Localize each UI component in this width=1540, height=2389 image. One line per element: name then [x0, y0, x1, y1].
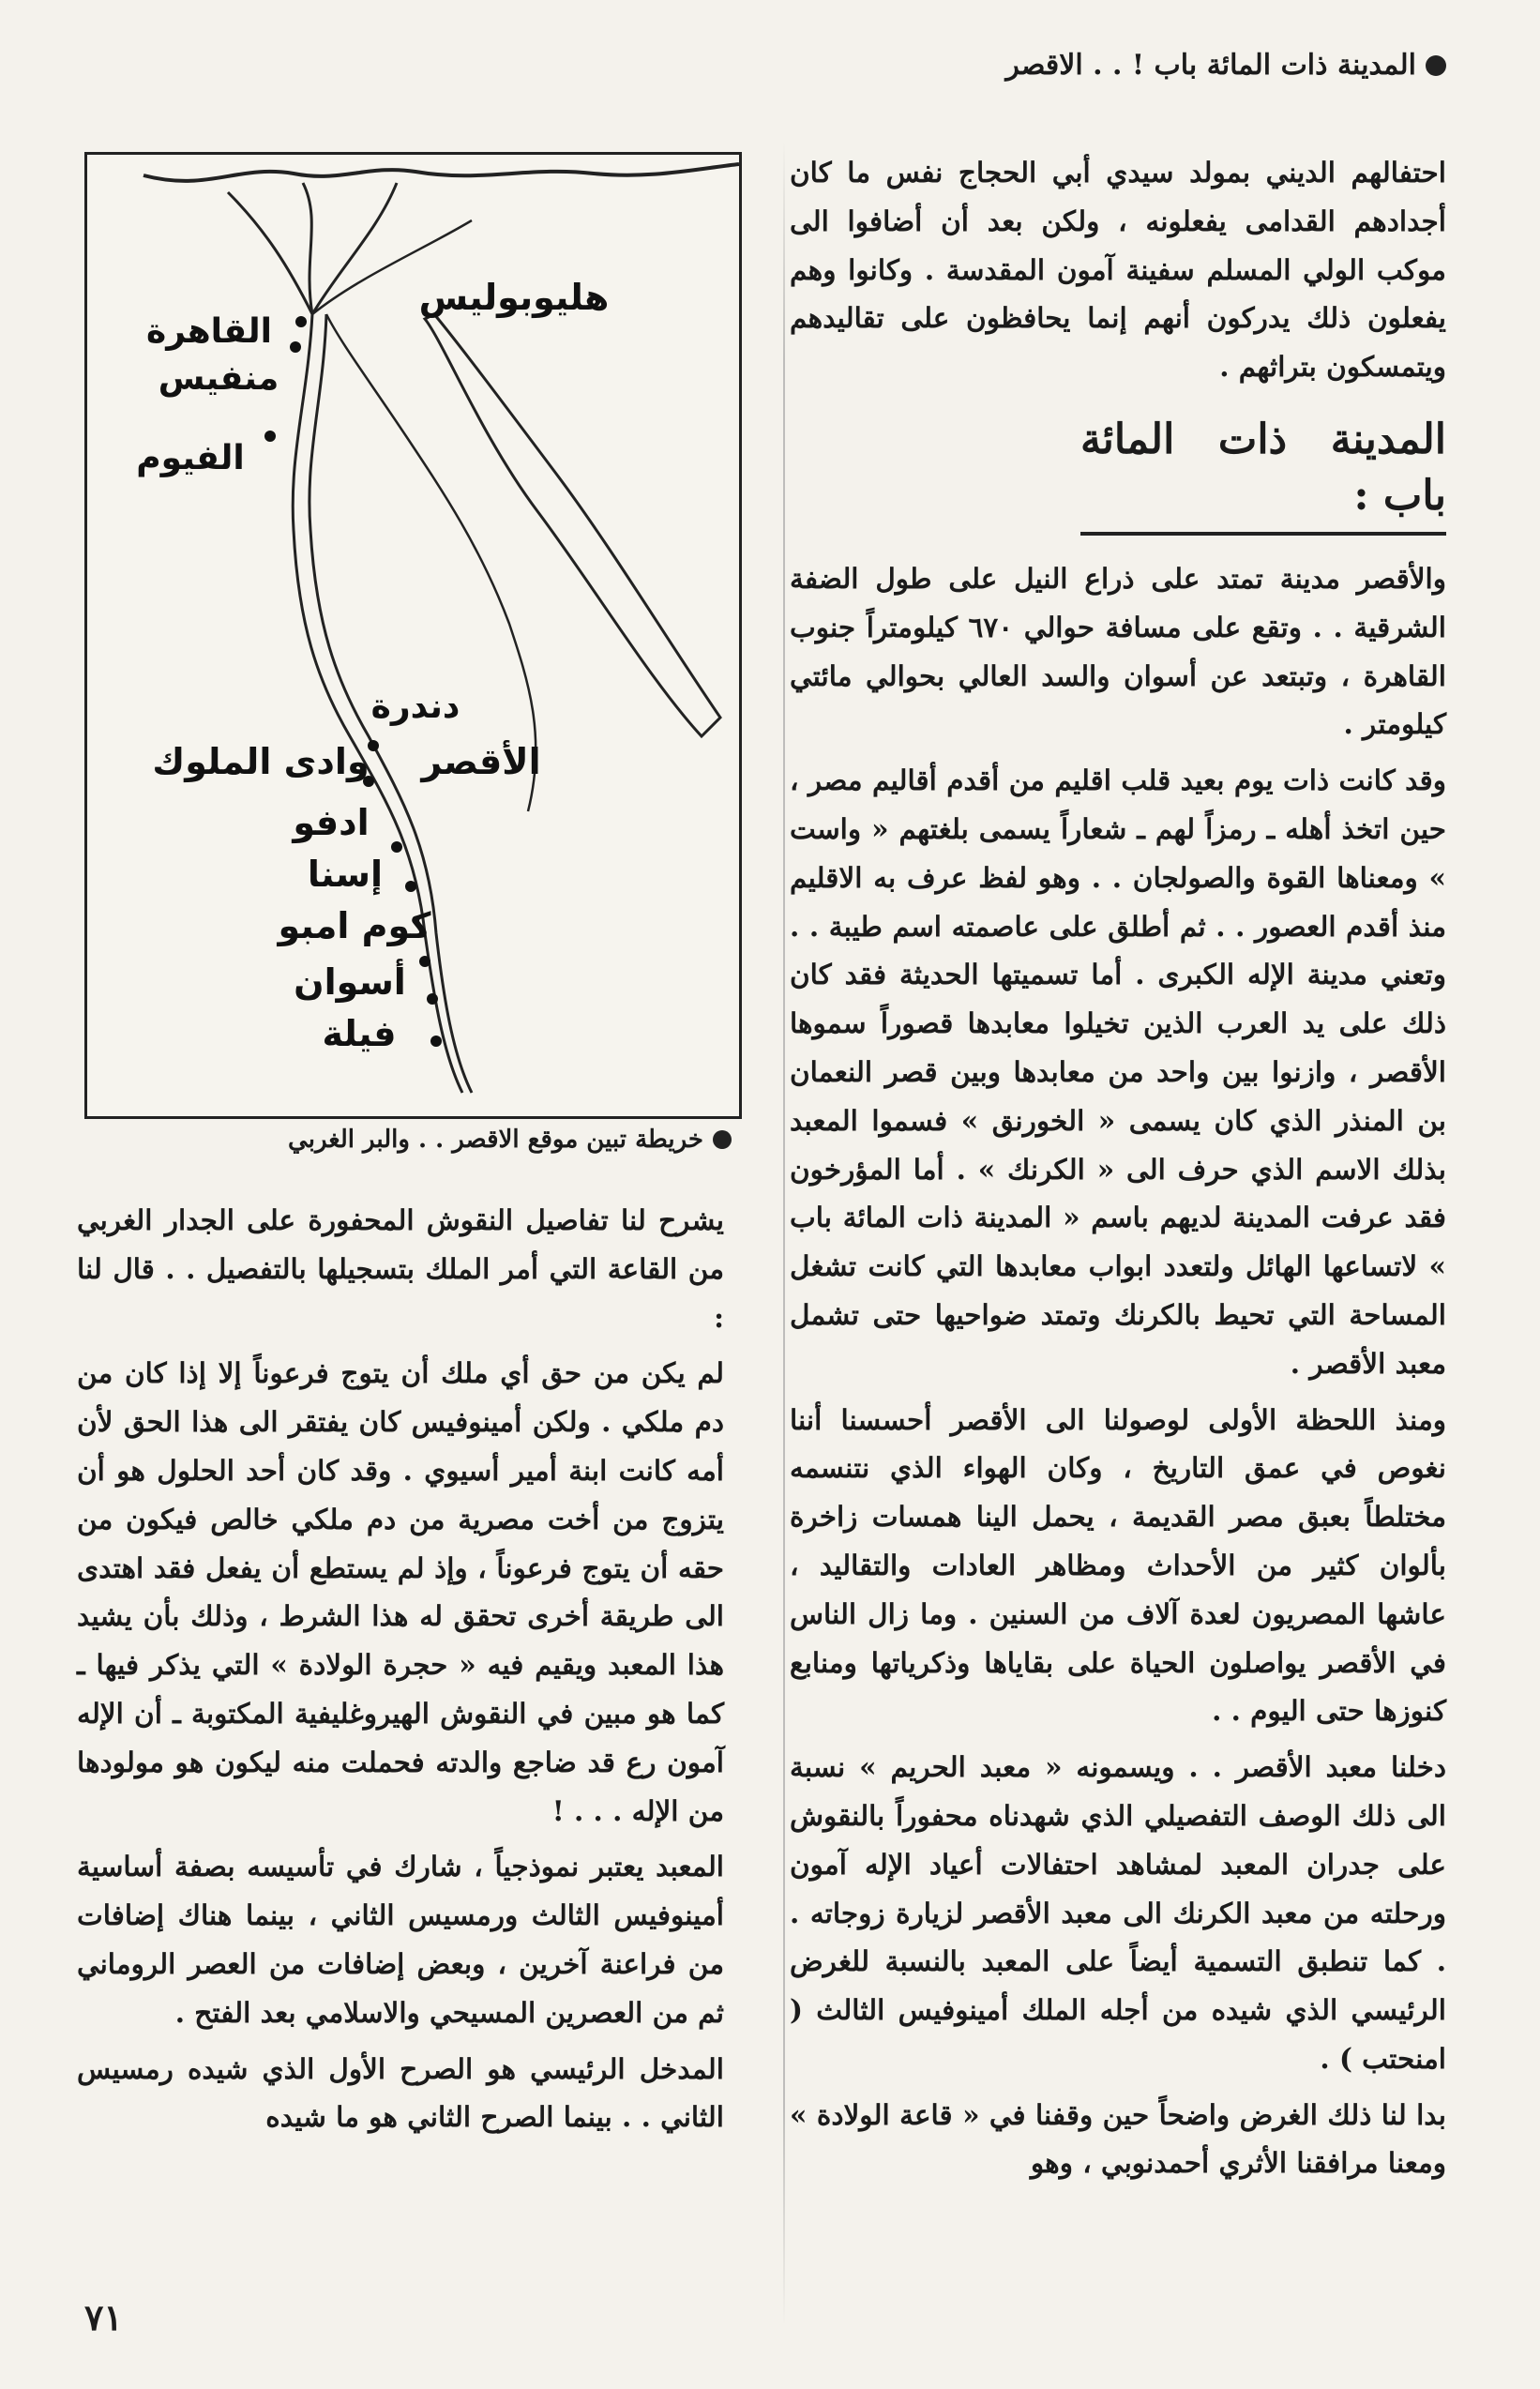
label-philae: فيلة — [322, 1013, 397, 1054]
paragraph: لم يكن من حق أي ملك أن يتوج فرعوناً إلا إذا كان من دم ملكي . ولكن أمينوفيس كان يفتقر الى هذا الحق لأن أمه كانت ابنة أمير أسيوي . وقد كان أحد الحلول هو أن يتزوج من أخت مصرية من دم ملكي خالص فيكون من حقه أن يتوج فرعوناً ، وإذ لم يستطع أن يفعل فقد اهتدى الى طريقة أخرى تحقق له هذا الشرط ، وذلك بأن يشيد هذا المعبد ويقيم فيه « حجرة الولادة » التي يذكر فيها ـ كما هو مبين في النقوش الهيروغليفية المكتوبة ـ أن الإله آمون رع قد ضاجع والدته فحملت منه ليكون هو مولودها من الإله . . . ! — [77, 1356, 724, 1827]
intro-paragraph: احتفالهم الديني بمولد سيدي أبي الحجاج نفس ما كان أجدادهم القدامى يفعلونه ، ولكن بعد أن أضافوا الى موكب الولي المسلم سفينة آمون المقدسة . وكانوا وهم يفعلون ذلك يدركون أنهم إنما يحافظون على تقاليدهم ويتمسكون بتراثهم . — [790, 156, 1446, 384]
delta-branch-west — [228, 192, 312, 314]
label-dendera: دندرة — [370, 688, 460, 726]
paragraph: والأقصر مدينة تمتد على ذراع النيل على طول الضفة الشرقية . . وتقع على مسافة حوالي ٦٧٠ كيلومتراً جنوب القاهرة ، وتبتعد عن أسوان والسد العالي بحوالي مائتي كيلومتر . — [790, 561, 1446, 741]
dendera-dot — [368, 740, 379, 751]
label-esna: إسنا — [307, 854, 384, 895]
label-aswan: أسوان — [294, 961, 406, 1003]
memphis-dot — [290, 341, 301, 353]
fayoum-dot — [264, 431, 276, 442]
paragraph: المعبد يعتبر نموذجياً ، شارك في تأسيسه بصفة أساسية أمينوفيس الثالث ورمسيس الثاني ، بينما هناك إضافات من فراعنة آخرين ، وبعض إضافات من العصر الروماني ثم من العصرين المسيحي والاسلامي بعد الفتح . — [77, 1850, 724, 2029]
label-heliopolis: هليوبوليس — [418, 277, 610, 318]
delta-branch-mid — [303, 183, 312, 314]
page-number: ٧١ — [84, 2296, 123, 2338]
label-cairo: القاهرة — [146, 312, 272, 351]
kom-ombo-dot — [419, 956, 430, 967]
paragraph: المدخل الرئيسي هو الصرح الأول الذي شيده رمسيس الثاني . . بينما الصرح الثاني هو ما شيده — [77, 2051, 724, 2134]
paragraph: بدا لنا ذلك الغرض واضحاً حين وقفنا في « قاعة الولادة » ومعنا مرافقنا الأثري أحمدنوبي ، وهو — [790, 2097, 1446, 2180]
map-caption — [141, 1126, 732, 1154]
running-header-title: المدينة ذات المائة باب ! . . الاقصر — [1005, 49, 1416, 82]
map-caption-text: خريطة تبين موقع الاقصر . . والبر الغربي — [288, 1126, 703, 1154]
bullet-icon — [1426, 55, 1446, 76]
map-figure — [84, 152, 742, 1119]
right-column — [790, 148, 1446, 2187]
label-fayoum: الفيوم — [136, 439, 245, 477]
paragraph: يشرح لنا تفاصيل النقوش المحفورة على الجدار الغربي من القاعة التي أمر الملك بتسجيلها بالتفصيل . . قال لنا : — [77, 1203, 724, 1334]
paragraph: ومنذ اللحظة الأولى لوصولنا الى الأقصر أحسسنا أننا نغوص في عمق التاريخ ، وكان الهواء الذي نتنسمه مختلطاً بعبق مصر القديمة ، يحمل الينا همسات زاخرة بألوان كثير من الأحداث ومظاهر العادات والتقاليد ، عاشها المصريون لعدة آلاف من السنين . وما زال الناس في الأقصر يواصلون الحياة على بقاياها وذكرياتها ومنابع كنوزها حتى اليوم . . — [790, 1402, 1446, 1728]
label-memphis: منفيس — [158, 359, 279, 398]
paragraph: وقد كانت ذات يوم بعيد قلب اقليم من أقدم أقاليم مصر ، حين اتخذ أهله ـ رمزاً لهم ـ شعاراً يسمى بلغتهم « واست » ومعناها القوة والصولجان . . وهو لفظ عرف به الاقليم منذ أقدم العصور . . ثم أطلق على عاصمته اسم طيبة . . وتعني مدينة الإله الكبرى . أما تسميتها الحديثة فقد كان ذلك على يد العرب الذين تخيلوا معابدها قصوراً سموها الأقصر ، وازنوا بين واحد من معابدها وبين قصر النعمان بن المنذر الذي كان يسمى « الخورنق » فسموا المعبد بذلك الاسم الذي حرف الى « الكرنك » . أما المؤرخون فقد عرفت المدينة لديهم باسم « المدينة ذات المائة باب » لاتساعها الهائل ولتعدد ابواب معابدها التي كانت تشغل المساحة التي تحيط بالكرنك وتمتد ضواحيها حتى تشمل معبد الأقصر . — [790, 764, 1446, 1380]
running-header — [602, 49, 1446, 82]
nile-east-bank — [326, 314, 536, 811]
red-sea — [425, 314, 720, 736]
bullet-icon — [713, 1130, 732, 1149]
label-valley-of-kings: وادى الملوك — [152, 741, 370, 782]
coastline — [143, 164, 739, 181]
esna-dot — [405, 881, 416, 892]
delta-branch-east — [312, 183, 397, 314]
label-edfu: ادفو — [293, 802, 370, 843]
paragraph: دخلنا معبد الأقصر . . ويسمونه « معبد الحريم » نسبة الى ذلك الوصف التفصيلي الذي شهدناه محفوراً بالنقوش على جدران المعبد لمشاهد احتفالات أعياد الإله آمون ورحلته من معبد الكرنك الى معبد الأقصر لزيارة زوجاته . . كما تنطبق التسمية أيضاً على المعبد بالنسبة للغرض الرئيسي الذي شيده من أجله الملك أمينوفيس الثالث ( امنحتب ) . — [790, 1750, 1446, 2075]
aswan-dot — [427, 993, 438, 1005]
section-heading: المدينة ذات المائة باب : — [1080, 412, 1446, 536]
egypt-nile-map — [87, 155, 739, 1116]
cairo-dot — [295, 316, 307, 327]
edfu-dot — [391, 841, 402, 853]
column-divider — [783, 141, 785, 2326]
left-column — [77, 1196, 724, 2141]
philae-dot — [430, 1036, 442, 1047]
label-kom-ombo: كوم امبو — [278, 905, 431, 946]
label-luxor: الأقصر — [421, 741, 541, 782]
